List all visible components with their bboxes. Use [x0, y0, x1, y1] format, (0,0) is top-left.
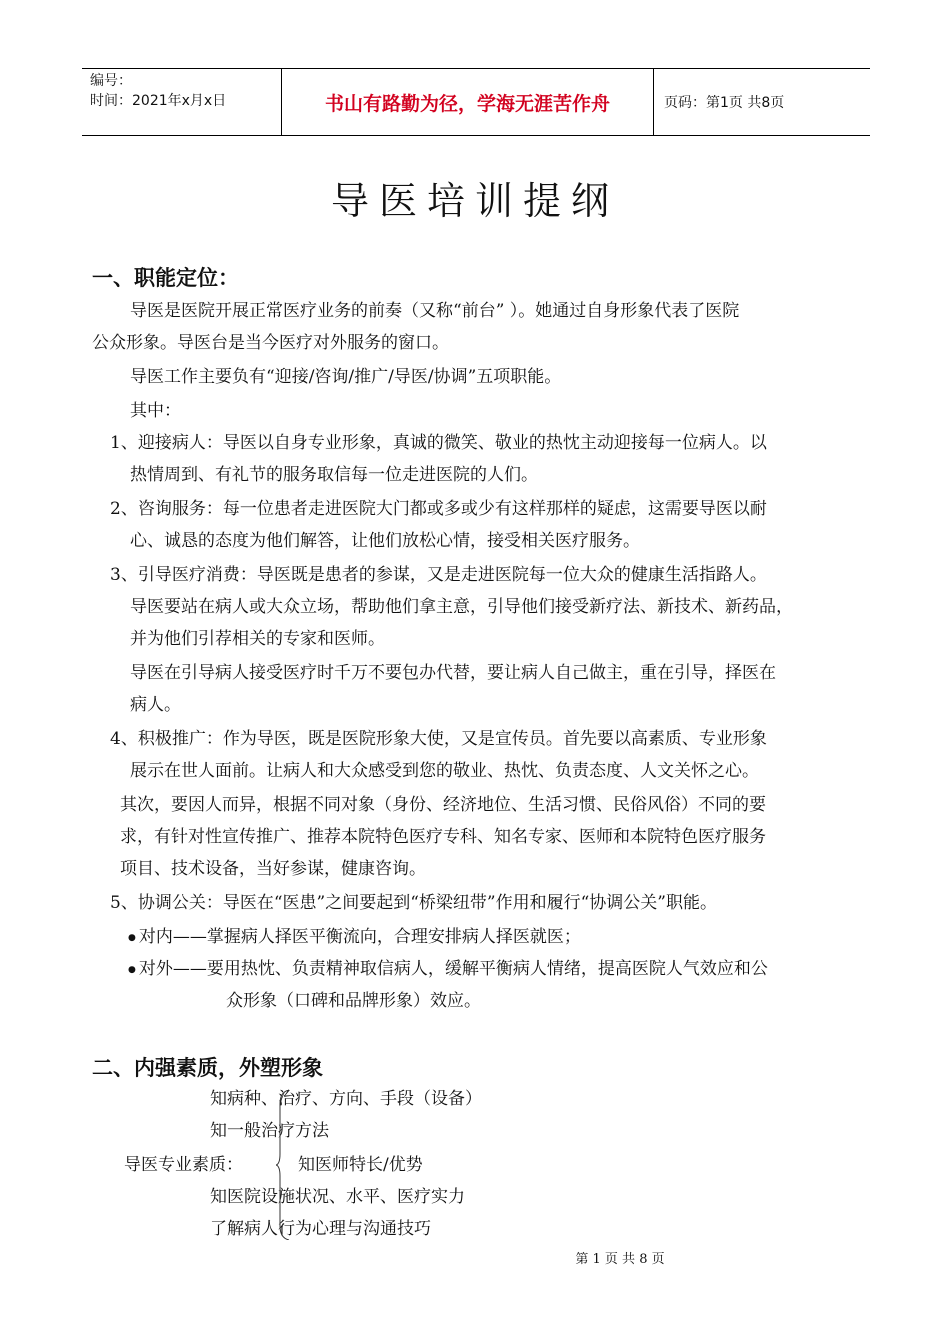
- list-item: 2、咨询服务：每一位患者走进医院大门都或多或少有这样那样的疑虑，这需要导医以耐: [110, 499, 767, 519]
- bullet-text: 对外——要用热忱、负责精神取信病人，缓解平衡病人情绪，提高医院人气效应和公: [138, 959, 768, 979]
- quality-item: 了解病人行为心理与沟通技巧: [210, 1219, 431, 1239]
- paragraph: 导医工作主要负有“迎接/咨询/推广/导医/协调”五项职能。: [130, 367, 562, 387]
- section1-heading: 一、职能定位：: [92, 266, 239, 290]
- list-item: 求，有针对性宣传推广、推荐本院特色医疗专科、知名专家、医师和本院特色医疗服务: [120, 827, 766, 847]
- list-item: 并为他们引荐相关的专家和医师。: [130, 629, 385, 649]
- document-title: 导医培训提纲: [330, 179, 619, 223]
- page-footer: 第 1 页 共 8 页: [575, 1252, 665, 1267]
- list-item: 导医在引导病人接受医疗时千万不要包办代替，要让病人自己做主，重在引导，择医在: [130, 663, 776, 683]
- list-item: 热情周到、有礼节的服务取信每一位走进医院的人们。: [130, 465, 538, 485]
- list-item: 导医要站在病人或大众立场，帮助他们拿主意，引导他们接受新疗法、新技术、新药品，: [130, 597, 793, 617]
- quality-item: 知医院设施状况、水平、医疗实力: [210, 1187, 465, 1207]
- quality-item: 知医师特长/优势: [298, 1155, 423, 1175]
- paragraph: 导医是医院开展正常医疗业务的前奏（又称“前台” ）。她通过自身形象代表了医院: [130, 301, 740, 321]
- curly-brace-icon: [276, 1090, 290, 1240]
- bullet-item: [128, 926, 581, 949]
- quality-item: 知病种、治疗、方向、手段（设备）: [210, 1089, 482, 1109]
- list-item: 其次，要因人而异，根据不同对象（身份、经济地位、生活习惯、民俗风俗）不同的要: [120, 795, 766, 815]
- list-item: 项目、技术设备，当好参谋，健康咨询。: [120, 859, 426, 879]
- list-item: 病人。: [130, 695, 181, 715]
- list-item: 3、引导医疗消费：导医既是患者的参谋，又是走进医院每一位大众的健康生活指路人。: [110, 565, 767, 585]
- list-item: 展示在世人面前。让病人和大众感受到您的敬业、热忱、负责态度、人文关怀之心。: [130, 761, 759, 781]
- paragraph: 公众形象。导医台是当今医疗对外服务的窗口。: [92, 333, 449, 353]
- quality-item: 知一般治疗方法: [210, 1121, 329, 1141]
- header-motto: 书山有路勤为径，学海无涯苦作舟: [282, 69, 654, 135]
- header-page-info: 页码：第1页 共8页: [664, 95, 785, 111]
- list-item: 心、诚恳的态度为他们解答，让他们放松心情，接受相关医疗服务。: [130, 531, 640, 551]
- list-item: 4、积极推广：作为导医，既是医院形象大使，又是宣传员。首先要以高素质、专业形象: [110, 729, 767, 749]
- time-label: 时间：2021年x月x日: [90, 93, 227, 109]
- list-item: 5、协调公关：导医在“医患”之间要起到“桥梁纽带”作用和履行“协调公关”职能。: [110, 893, 717, 913]
- bullet-continuation: 众形象（口碑和品牌形象）效应。: [226, 991, 481, 1011]
- list-item: 1、迎接病人：导医以自身专业形象，真诚的微笑、敬业的热忱主动迎接每一位病人。以: [110, 433, 767, 453]
- document-header: [82, 68, 870, 136]
- quality-label: 导医专业素质：: [124, 1155, 243, 1175]
- bullet-text: 对内——掌握病人择医平衡流向，合理安排病人择医就医；: [138, 927, 581, 947]
- paragraph: 其中：: [130, 401, 181, 421]
- bullet-item: [128, 958, 768, 981]
- header-meta: [82, 69, 282, 135]
- section2-heading: 二、内强素质，外塑形象: [92, 1056, 323, 1080]
- number-label: 编号：: [90, 73, 132, 89]
